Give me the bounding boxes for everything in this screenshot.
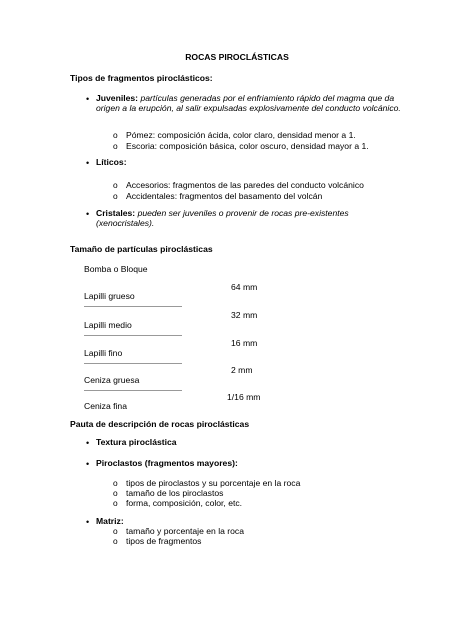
list-item: Accidentales: fragmentos del basamento del volcán [126,191,323,201]
sub-bullet-icon: o [113,498,118,508]
divider [84,335,182,336]
size-class: Lapilli grueso [84,291,135,301]
list-item: tamaño y porcentaje en la roca [126,526,244,536]
bullet-icon: • [86,517,90,527]
cristales-label: Cristales: [96,208,136,218]
cristales-description: pueden ser juveniles o provenir de rocas pre-existentes (xenocristales). [96,208,349,229]
list-item: tipos de fragmentos [126,536,202,546]
sub-bullet-icon: o [113,191,118,201]
size-limit: 2 mm [231,365,253,375]
list-item: tipos de piroclastos y su porcentaje en la roca [126,478,301,488]
size-class: Bomba o Bloque [84,264,148,274]
sub-bullet-icon: o [113,536,118,546]
divider [84,306,182,307]
list-item: Pómez: composición ácida, color claro, densidad menor a 1. [126,130,356,140]
sub-bullet-icon: o [113,130,118,140]
bullet-icon: • [86,209,90,219]
size-limit: 32 mm [231,310,258,320]
matriz-label: Matriz: [96,516,124,526]
section-heading-description-guide: Pauta de descripción de rocas piroclásticas [70,419,250,429]
divider [84,363,182,364]
size-limit: 16 mm [231,338,258,348]
list-item: forma, composición, color, etc. [126,498,243,508]
textura-label: Textura piroclástica [96,437,177,447]
sub-bullet-icon: o [113,180,118,190]
section-heading-fragment-types: Tipos de fragmentos piroclásticos: [70,73,213,83]
sub-bullet-icon: o [113,141,118,151]
sub-bullet-icon: o [113,526,118,536]
bullet-icon: • [86,158,90,168]
sub-bullet-icon: o [113,478,118,488]
liticos-label: Líticos: [96,157,127,167]
sub-bullet-icon: o [113,488,118,498]
juveniles-label: Juveniles: [96,93,139,103]
size-class: Ceniza gruesa [84,375,140,385]
page-title: ROCAS PIROCLÁSTICAS [185,52,289,62]
juveniles-description: partículas generadas por el enfriamiento rápido del magma que da origen a la erupción, al salir expulsadas explosivamente del conducto volcánico. [96,93,401,114]
size-limit: 64 mm [231,282,258,292]
size-limit: 1/16 mm [227,392,261,402]
list-item: Escoria: composición básica, color oscuro, densidad mayor a 1. [126,141,369,151]
piroclastos-label: Piroclastos (fragmentos mayores): [96,458,238,468]
size-class: Ceniza fina [84,401,127,411]
juveniles-paragraph [96,93,414,114]
section-heading-particle-size: Tamaño de partículas piroclásticas [70,244,213,254]
divider [84,390,182,391]
cristales-paragraph [96,208,396,229]
size-class: Lapilli fino [84,348,123,358]
size-class: Lapilli medio [84,320,132,330]
bullet-icon: • [86,438,90,448]
list-item: Accesorios: fragmentos de las paredes del conducto volcánico [126,180,364,190]
bullet-icon: • [86,94,90,104]
list-item: tamaño de los piroclastos [126,488,224,498]
bullet-icon: • [86,459,90,469]
